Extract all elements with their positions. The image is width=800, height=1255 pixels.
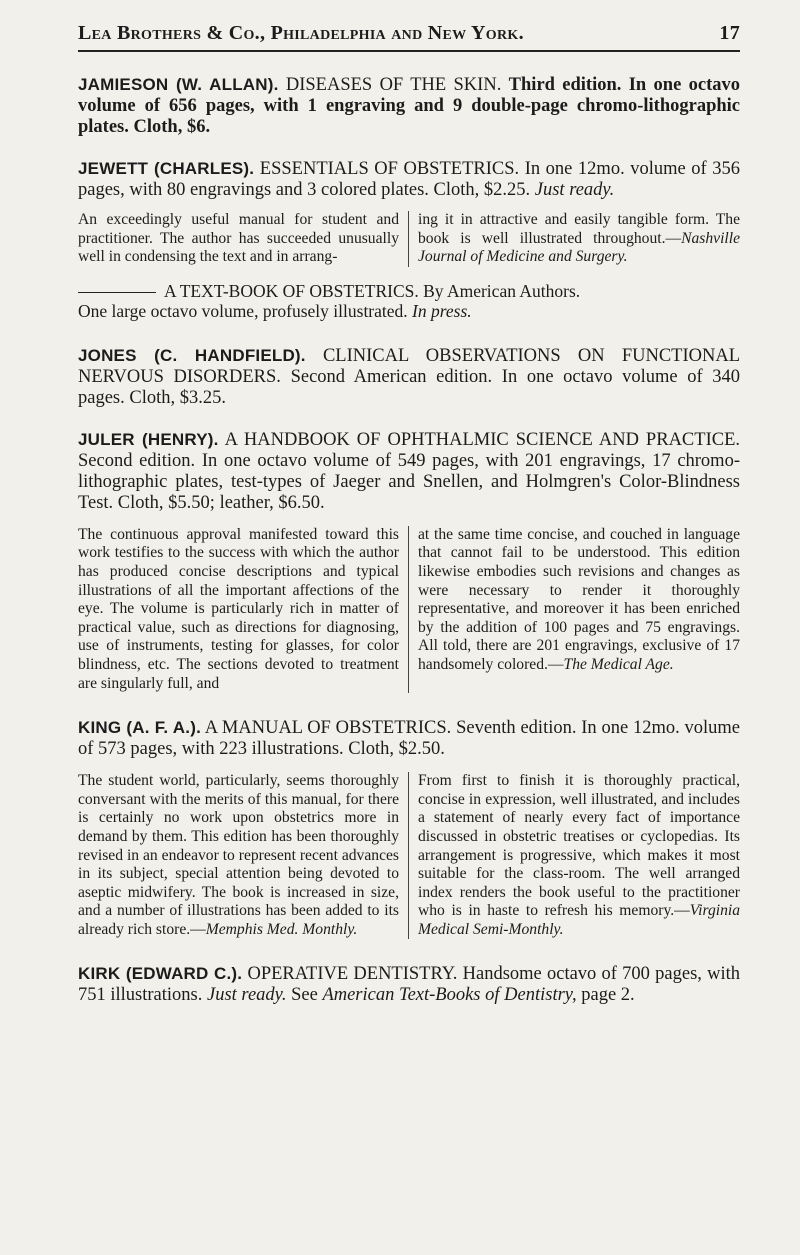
review-col-right xyxy=(409,526,740,693)
entry-details: Third edition. In one octavo volume of 656 pages, with 1 engraving and 9 double-page chromo-lithographic plates. Cloth, $6. xyxy=(78,75,741,137)
review-text: An exceedingly useful manual for student and practitioner. The author has succeeded unusually well in condensing the text and in arrang- xyxy=(78,211,399,266)
page-number: 17 xyxy=(719,22,740,44)
related-details: One large octavo volume, profusely illustrated. xyxy=(78,300,408,321)
see-page: page 2. xyxy=(581,985,635,1006)
entry-details: In one 12mo. volume of 356 pages, with 80 engravings and 3 colored plates. Cloth, $2.25. xyxy=(78,159,741,200)
entry-author: JAMIESON (W. ALLAN). xyxy=(78,75,279,94)
entry-details: Seventh edition. In one 12mo. volume of 573 pages, with 223 illustrations. Cloth, $2.50. xyxy=(78,718,740,760)
catalog-entry-jewett xyxy=(78,158,740,321)
running-header xyxy=(78,22,740,52)
review-text: at the same time concise, and couched in language that cannot fail to be understood. This edition likewise embodies such revisions and changes as were necessary to render it thoroughly representative, and moreover it has been enriched by the addition of 100 pages and 75 engravings. All told, there are 201 engravings, exclusive of 17 handsomely colored.— xyxy=(418,525,740,673)
review-text: From first to finish it is thoroughly practical, concise in expression, well illustrated, and includes a statement of nearly every fact of importance discussed in obstetric treatises or cyclopedias. Its arrangement is progressive, which makes it most suitable for the class-room. The well arranged index renders the book useful to the practitioner who is in haste to refresh his memory.— xyxy=(418,772,740,920)
publisher-line: Lea Brothers & Co., Philadelphia and New York. xyxy=(78,22,524,44)
catalog-entry-jamieson xyxy=(78,74,740,138)
entry-title: DISEASES OF THE SKIN. xyxy=(285,75,502,95)
review-text: ing it in attractive and easily tangible form. The book is well illustrated throughout.— xyxy=(418,211,740,247)
related-title xyxy=(78,281,740,321)
ditto-dash xyxy=(78,292,156,293)
review-col-right xyxy=(409,211,740,267)
related-title-text: A TEXT-BOOK OF OBSTETRICS. By American Authors. xyxy=(164,280,581,301)
review-columns xyxy=(78,211,740,267)
entry-details: Handsome octavo of 700 pages, with 751 illustrations. xyxy=(78,964,741,1006)
entry-author: KIRK (EDWARD C.). xyxy=(78,964,243,984)
entry-note: Just ready. xyxy=(534,180,615,200)
review-col-right xyxy=(409,772,740,939)
review-columns xyxy=(78,772,740,939)
review-columns xyxy=(78,526,740,693)
entry-author: JONES (C. HANDFIELD). xyxy=(78,345,306,365)
entry-details: Second American edition. In one octavo volume of 340 pages. Cloth, $3.25. xyxy=(78,366,741,408)
review-source: The Medical Age. xyxy=(563,655,674,673)
related-note: In press. xyxy=(412,300,472,321)
review-col-left xyxy=(78,211,409,267)
entry-details: Second edition. In one octavo volume of 549 pages, with 201 engravings, 17 chromo-lithographic plates, test-types of Jaeger and Snellen, and Holmgren's Color-Blindness Test. Cloth, $5.50; leather, $6.50. xyxy=(78,450,740,513)
review-source: Virginia Medical Semi-Monthly. xyxy=(418,902,740,938)
entry-title: A HANDBOOK OF OPHTHALMIC SCIENCE AND PRACTICE. xyxy=(224,429,740,450)
entry-title: OPERATIVE DENTISTRY. xyxy=(247,964,458,985)
entry-author: JEWETT (CHARLES). xyxy=(78,159,255,178)
entry-note: Just ready. xyxy=(207,985,287,1006)
entry-title: A MANUAL OF OBSTETRICS. xyxy=(204,718,452,739)
entry-title: ESSENTIALS OF OBSTETRICS. xyxy=(259,159,520,179)
see-reference: American Text-Books of Dentistry, xyxy=(322,985,577,1006)
review-col-left xyxy=(78,526,409,693)
catalog-entry-kirk xyxy=(78,963,740,1006)
entry-title: CLINICAL OBSERVATIONS ON FUNCTIONAL NERVOUS DISORDERS. xyxy=(78,345,741,387)
review-col-left xyxy=(78,772,409,939)
catalog-entry-king xyxy=(78,717,740,939)
review-source: Nashville Journal of Medicine and Surgery. xyxy=(418,229,740,266)
entry-author: KING (A. F. A.). xyxy=(78,718,201,738)
see-prefix: See xyxy=(291,985,318,1006)
review-text: The student world, particularly, seems thoroughly conversant with the merits of this manual, for there is certainly no work upon obstetrics more in demand by them. This edition has been thoroughly revised in an endeavor to represent recent advances in its subject, special attention being devoted to aseptic midwifery. The book is increased in size, and a number of illustrations has been added to its already rich store.— xyxy=(78,772,399,938)
catalog-page xyxy=(78,22,740,1006)
review-source: Memphis Med. Monthly. xyxy=(205,920,358,938)
catalog-entry-jones xyxy=(78,345,740,409)
entry-author: JULER (HENRY). xyxy=(78,429,219,449)
review-text: The continuous approval manifested toward this work testifies to the success with which the author has produced concise descriptions and typical illustrations of all the important affections of the eye. The volume is particularly rich in matter of practical value, such as directions for diagnosing, use of instruments, testing for glasses, for color blindness, etc. The sections devoted to treatment are singularly full, and xyxy=(78,525,399,692)
catalog-entry-juler xyxy=(78,429,740,693)
